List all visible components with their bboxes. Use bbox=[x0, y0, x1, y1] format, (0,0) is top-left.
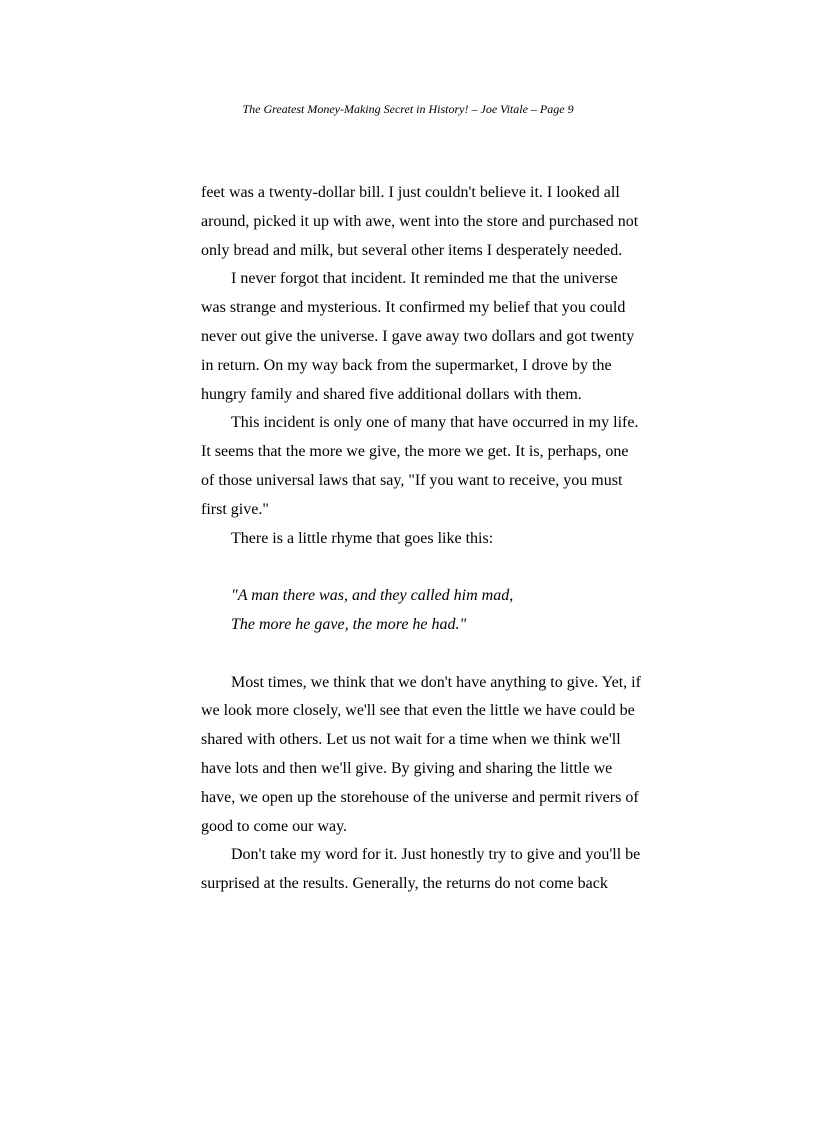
paragraph-universal-law bbox=[201, 409, 646, 524]
text-line: in return. On my way back from the supermarket, I drove by the bbox=[201, 356, 612, 374]
rhyme-line: The more he gave, the more he had." bbox=[231, 615, 467, 633]
text-line: have, we open up the storehouse of the universe and permit rivers of bbox=[201, 788, 639, 806]
running-header: The Greatest Money-Making Secret in History! – Joe Vitale – Page 9 bbox=[242, 102, 574, 116]
text-line: hungry family and shared five additional dollars with them. bbox=[201, 385, 582, 403]
text-line: It seems that the more we give, the more we get. It is, perhaps, one bbox=[201, 443, 629, 461]
text-line: only bread and milk, but several other items I desperately needed. bbox=[201, 241, 623, 259]
text-line: first give." bbox=[201, 500, 269, 518]
text-line: of those universal laws that say, "If you want to receive, you must bbox=[201, 471, 623, 489]
text-line: Most times, we think that we don't have anything to give. Yet, if bbox=[231, 673, 641, 691]
text-line: good to come our way. bbox=[201, 817, 348, 835]
text-line: we look more closely, we'll see that even the little we have could be bbox=[201, 702, 635, 720]
text-line: around, picked it up with awe, went into the store and purchased not bbox=[201, 212, 639, 230]
text-line: never out give the universe. I gave away two dollars and got twenty bbox=[201, 327, 635, 345]
page-body bbox=[201, 179, 646, 899]
text-line: This incident is only one of many that have occurred in my life. bbox=[231, 414, 639, 432]
paragraph-giving bbox=[201, 669, 646, 842]
text-line: I never forgot that incident. It reminded me that the universe bbox=[231, 270, 618, 288]
rhyme-line: "A man there was, and they called him mad, bbox=[231, 587, 514, 605]
text-line: Don't take my word for it. Just honestly try to give and you'll be bbox=[231, 846, 641, 864]
paragraph-incident bbox=[201, 265, 646, 409]
text-line: feet was a twenty-dollar bill. I just couldn't believe it. I looked all bbox=[201, 184, 620, 201]
paragraph-try-giving bbox=[201, 841, 646, 899]
text-line: surprised at the results. Generally, the returns do not come back bbox=[201, 875, 608, 893]
rhyme-quote bbox=[201, 582, 646, 640]
text-line: There is a little rhyme that goes like this: bbox=[231, 529, 494, 547]
text-line: shared with others. Let us not wait for a time when we think we'll bbox=[201, 731, 621, 749]
paragraph-rhyme-intro bbox=[201, 525, 646, 554]
text-line: was strange and mysterious. It confirmed my belief that you could bbox=[201, 299, 626, 317]
paragraph-continuation bbox=[201, 179, 646, 265]
text-line: have lots and then we'll give. By giving and sharing the little we bbox=[201, 759, 613, 777]
